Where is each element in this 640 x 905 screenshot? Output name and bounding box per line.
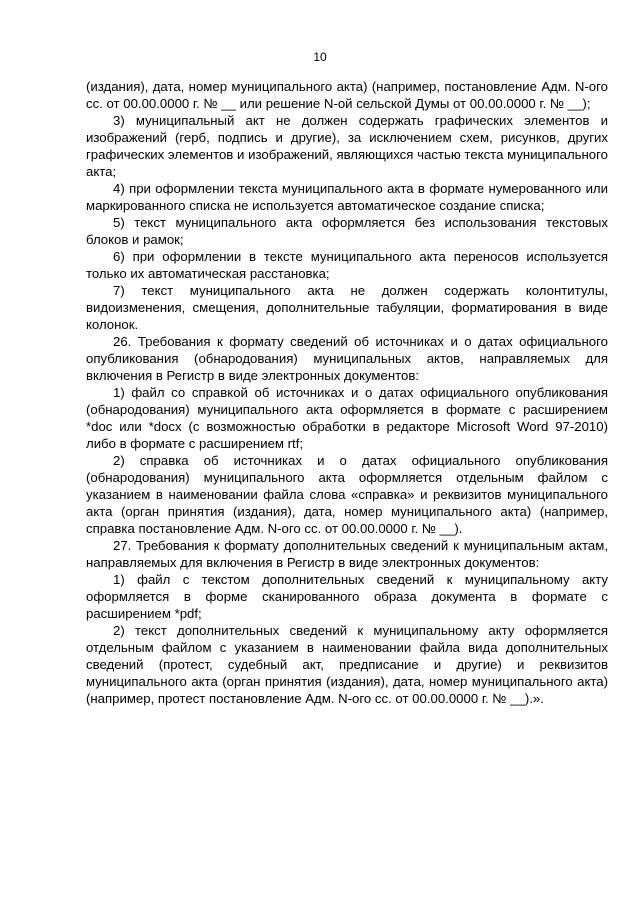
paragraph-item-7: 7) текст муниципального акта не должен содержать колонтитулы, видоизменения, смещения, дополнительные табуляции, форматирования в виде колонок. bbox=[86, 283, 608, 332]
paragraph-item-6: 6) при оформлении в тексте муниципального акта переносов используется только их автоматическая расстановка; bbox=[86, 249, 608, 281]
document-body bbox=[86, 78, 608, 707]
paragraph-section-27-item-2: 2) текст дополнительных сведений к муниципальному акту оформляется отдельным файлом с указанием в наименовании файла вида дополнительных сведений (протест, судебный акт, предписание и другие) и реквизитов муниципального акта (орган принятия (издания), дата, номер муниципального акта) (например, протест постановление Адм. N-ого сс. от 00.00.0000 г. № __).». bbox=[86, 623, 608, 706]
paragraph-section-27: 27. Требования к формату дополнительных сведений к муниципальным актам, направляемых для включения в Регистр в виде электронных документов: bbox=[86, 538, 608, 570]
paragraph-section-26: 26. Требования к формату сведений об источниках и о датах официального опубликования (обнародования) муниципальных актов, направляемых для включения в Регистр в виде электронных документов: bbox=[86, 334, 608, 383]
paragraph-item-5: 5) текст муниципального акта оформляется без использования текстовых блоков и рамок; bbox=[86, 215, 608, 247]
paragraph-section-26-item-2: 2) справка об источниках и о датах официального опубликования (обнародования) муниципального акта оформляется отдельным файлом с указанием в наименовании файла слова «справка» и реквизитов муниципального акта (орган принятия (издания), дата, номер муниципального акта) (например, справка постановление Адм. N-ого сс. от 00.00.0000 г. № __). bbox=[86, 453, 608, 536]
paragraph-section-26-item-1: 1) файл со справкой об источниках и о датах официального опубликования (обнародования) муниципального акта оформляется в формате с расширением *doc или *docx (с возможностью обработки в редакторе Microsoft Word 97-2010) либо в формате с расширением rtf; bbox=[86, 385, 608, 451]
page-number: 10 bbox=[313, 50, 327, 64]
paragraph-section-27-item-1: 1) файл с текстом дополнительных сведений к муниципальному акту оформляется в форме сканированного образа документа в формате с расширением *pdf; bbox=[86, 572, 608, 621]
paragraph-continuation: (издания), дата, номер муниципального акта) (например, постановление Адм. N-ого сс. от 00.00.0000 г. № __ или решение N-ой сельской Думы от 00.00.0000 г. № __); bbox=[86, 79, 608, 111]
paragraph-item-3: 3) муниципальный акт не должен содержать графических элементов и изображений (герб, подпись и другие), за исключением схем, рисунков, других графических элементов и изображений, являющихся частью текста муниципального акта; bbox=[86, 113, 608, 179]
paragraph-item-4: 4) при оформлении текста муниципального акта в формате нумерованного или маркированного списка не используется автоматическое создание списка; bbox=[86, 181, 608, 213]
